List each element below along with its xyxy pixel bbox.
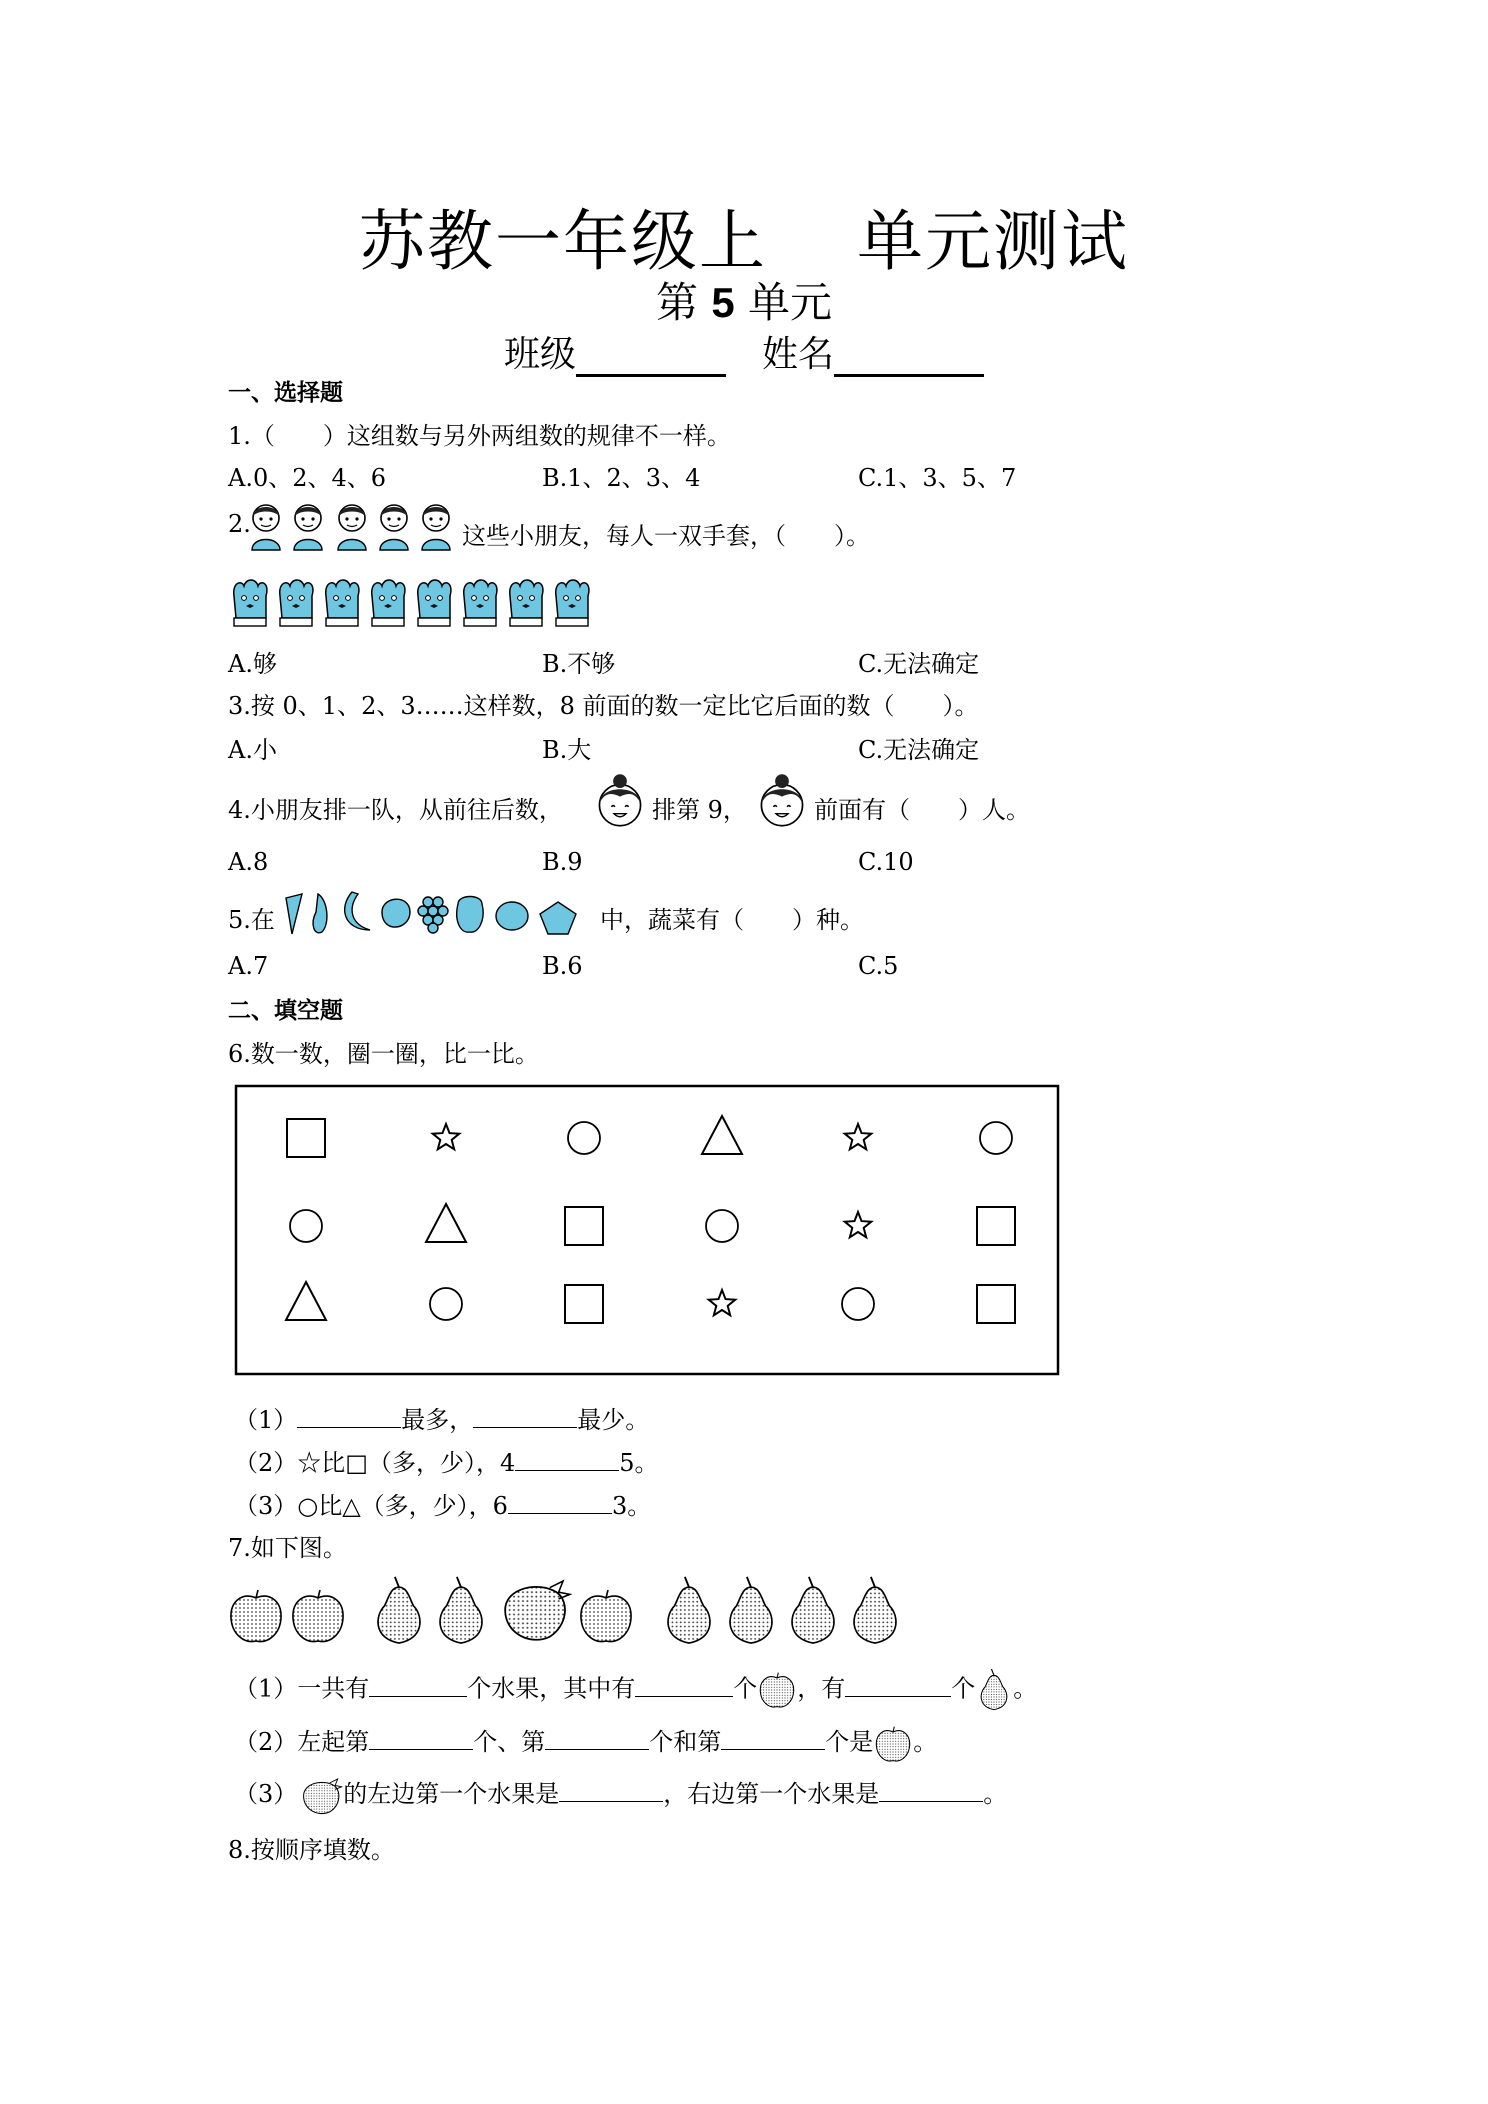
circle-shape[interactable] — [568, 1122, 600, 1154]
pear-icon[interactable] — [668, 1577, 710, 1643]
q3-option-b[interactable]: B.大 — [542, 736, 592, 764]
q7-s3-c: ，右边第一个水果是 — [663, 1780, 880, 1808]
carrot-icon — [286, 894, 302, 934]
q6-s2-end: 5。 — [619, 1449, 659, 1477]
square-shape[interactable] — [977, 1207, 1015, 1245]
banana-icon — [345, 892, 370, 930]
apple-icon — [757, 1670, 797, 1710]
q6-s1-blank-1[interactable] — [297, 1405, 401, 1428]
children-illustration — [246, 500, 460, 554]
circle-shape[interactable] — [290, 1210, 322, 1242]
q5-option-a[interactable]: A.7 — [228, 952, 269, 980]
q6-sub3 — [234, 1486, 651, 1521]
eggplant-icon — [313, 894, 327, 933]
q7-s2-blank-3[interactable] — [721, 1727, 825, 1750]
q7-s1-f: 。 — [1013, 1674, 1038, 1703]
q1-text: 1.（ ）这组数与另外两组数的规律不一样。 — [228, 422, 731, 450]
star-shape[interactable] — [709, 1290, 736, 1315]
q7-s2-e: 。 — [913, 1728, 938, 1756]
pineapple-icon — [540, 902, 576, 934]
q2-option-b[interactable]: B.不够 — [542, 650, 616, 678]
pear-icon[interactable] — [378, 1577, 420, 1643]
q7-s1-e: 个 — [951, 1674, 976, 1703]
shape-grid-frame — [236, 1086, 1058, 1374]
q7-s3-blank-1[interactable] — [559, 1779, 663, 1802]
pear-icon — [975, 1666, 1013, 1714]
apple-icon[interactable] — [293, 1590, 343, 1642]
q6-s2-prefix: （2）☆比□（多，少），4 — [234, 1449, 516, 1477]
girl-icon-2 — [752, 770, 812, 830]
shape-grid — [234, 1084, 1064, 1378]
q4-part1: 4.小朋友排一队，从前往后数， — [228, 796, 563, 824]
q7-s3-blank-2[interactable] — [879, 1779, 983, 1802]
unit-suffix: 单元 — [748, 278, 833, 327]
pepper-icon — [457, 897, 483, 933]
cabbage-icon — [382, 899, 410, 927]
square-shape[interactable] — [565, 1285, 603, 1323]
square-shape[interactable] — [977, 1285, 1015, 1323]
circle-shape[interactable] — [842, 1288, 874, 1320]
q8-text: 8.按顺序填数。 — [228, 1836, 395, 1864]
q2-prefix: 2. — [228, 510, 251, 538]
star-shape[interactable] — [845, 1124, 872, 1149]
q7-s1-c: 个 — [733, 1674, 758, 1703]
q5-prefix: 5.在 — [228, 906, 275, 934]
q3-text: 3.按 0、1、2、3……这样数，8 前面的数一定比它后面的数（ ）。 — [228, 692, 979, 720]
gloves-illustration — [228, 574, 600, 630]
q7-s1-a: （1）一共有 — [234, 1674, 370, 1703]
q5-suffix: 中，蔬菜有（ ）种。 — [600, 906, 864, 934]
q2-question: 这些小朋友，每人一双手套，（ ）。 — [462, 522, 870, 550]
q1-option-a[interactable]: A.0、2、4、6 — [228, 464, 387, 492]
name-line — [0, 326, 1488, 377]
title-right: 单元测试 — [857, 203, 1129, 280]
triangle-shape[interactable] — [286, 1282, 326, 1320]
q6-s1-prefix: （1） — [234, 1406, 298, 1434]
q7-s2-blank-2[interactable] — [545, 1727, 649, 1750]
q1-option-b[interactable]: B.1、2、3、4 — [542, 464, 701, 492]
q6-s3-end: 3。 — [611, 1492, 652, 1520]
q7-s3-d: 。 — [983, 1780, 1008, 1808]
strawberry-icon[interactable] — [505, 1581, 570, 1640]
circle-shape[interactable] — [430, 1288, 462, 1320]
fruit-row — [226, 1566, 906, 1648]
q7-sub2 — [234, 1722, 937, 1764]
q6-sub1 — [234, 1400, 649, 1435]
apple-icon[interactable] — [581, 1590, 631, 1642]
q7-sub1 — [234, 1666, 1037, 1714]
q6-sub2 — [234, 1443, 659, 1478]
q7-s1-blank-3[interactable] — [845, 1674, 951, 1697]
unit-subtitle — [0, 270, 1488, 330]
square-shape[interactable] — [565, 1207, 603, 1245]
q7-s1-blank-2[interactable] — [635, 1674, 733, 1697]
q7-s2-b: 个、第 — [473, 1728, 546, 1756]
q7-s1-blank-1[interactable] — [369, 1674, 467, 1697]
triangle-shape[interactable] — [702, 1116, 742, 1154]
q2-option-a[interactable]: A.够 — [228, 650, 277, 678]
q7-s3-b: 的左边第一个水果是 — [343, 1780, 560, 1808]
class-blank[interactable] — [576, 338, 726, 377]
pear-icon[interactable] — [440, 1577, 482, 1643]
girl-icon — [590, 770, 650, 830]
pear-icon[interactable] — [854, 1577, 896, 1643]
q6-s2-blank[interactable] — [515, 1448, 619, 1471]
triangle-shape[interactable] — [426, 1204, 466, 1242]
q7-s2-d: 个是 — [825, 1728, 874, 1756]
square-shape[interactable] — [287, 1119, 325, 1157]
produce-illustration — [278, 884, 600, 938]
q4-part3: 前面有（ ）人。 — [814, 796, 1030, 824]
q7-s3-a: （3） — [234, 1780, 298, 1808]
star-shape[interactable] — [845, 1212, 872, 1237]
q4-option-c[interactable]: C.10 — [858, 848, 914, 876]
page-title — [0, 188, 1488, 283]
pear-icon[interactable] — [730, 1577, 772, 1643]
name-blank[interactable] — [834, 338, 984, 377]
q6-s3-prefix: （3）○比△（多，少），6 — [234, 1492, 508, 1520]
section-heading-fill: 二、填空题 — [228, 998, 343, 1024]
star-shape[interactable] — [433, 1124, 460, 1149]
class-label: 班级 — [503, 334, 576, 375]
grapes-icon — [418, 897, 448, 933]
q6-text: 6.数一数，圈一圈，比一比。 — [228, 1040, 539, 1068]
q7-s2-blank-1[interactable] — [369, 1727, 473, 1750]
q3-option-c[interactable]: C.无法确定 — [858, 736, 980, 764]
name-label: 姓名 — [762, 334, 835, 375]
q7-sub3 — [234, 1774, 1007, 1816]
q7-s2-a: （2）左起第 — [234, 1728, 370, 1756]
q4-option-a[interactable]: A.8 — [228, 848, 269, 876]
unit-prefix: 第 — [655, 278, 698, 327]
pear-icon[interactable] — [792, 1577, 834, 1643]
title-left: 苏教一年级上 — [359, 203, 767, 280]
q5-option-b[interactable]: B.6 — [542, 952, 583, 980]
q5-option-c[interactable]: C.5 — [858, 952, 899, 980]
unit-number: 5 — [711, 279, 735, 326]
q3-option-a[interactable]: A.小 — [228, 736, 277, 764]
q6-s1-end: 最少。 — [577, 1406, 650, 1434]
q4-option-b[interactable]: B.9 — [542, 848, 583, 876]
circle-shape[interactable] — [706, 1210, 738, 1242]
strawberry-icon — [297, 1776, 343, 1816]
apple-icon[interactable] — [231, 1590, 281, 1642]
q7-text: 7.如下图。 — [228, 1534, 347, 1562]
q2-option-c[interactable]: C.无法确定 — [858, 650, 980, 678]
q7-s2-c: 个和第 — [649, 1728, 722, 1756]
q7-s1-b: 个水果，其中有 — [467, 1674, 636, 1703]
apple-icon — [873, 1724, 913, 1764]
circle-shape[interactable] — [980, 1122, 1012, 1154]
q7-s1-d: ，有 — [797, 1674, 846, 1703]
q6-s3-blank[interactable] — [508, 1491, 612, 1514]
section-heading-choice: 一、选择题 — [228, 380, 343, 406]
q6-s1-mid: 最多， — [401, 1406, 474, 1434]
cabbage-head-icon — [496, 902, 528, 930]
q1-option-c[interactable]: C.1、3、5、7 — [858, 464, 1017, 492]
q6-s1-blank-2[interactable] — [473, 1405, 577, 1428]
q4-part2: 排第 9， — [652, 796, 747, 824]
